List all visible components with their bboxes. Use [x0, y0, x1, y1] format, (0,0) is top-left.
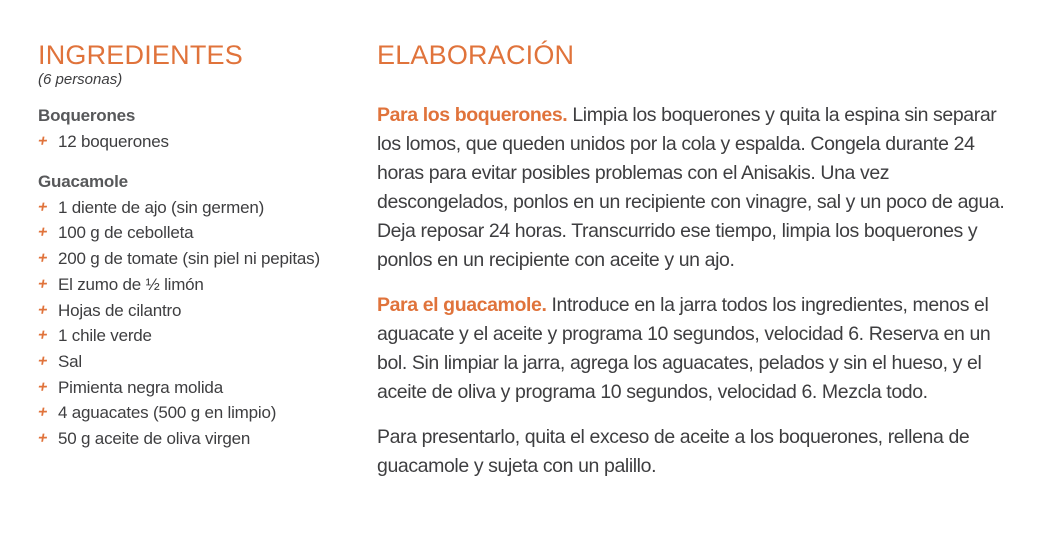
- plus-icon: +: [36, 327, 49, 345]
- plus-icon: +: [36, 133, 49, 150]
- ingredient-text: Pimienta negra molida: [58, 377, 223, 397]
- section-heading-boquerones: Boquerones: [38, 106, 136, 125]
- ingredient-text: 50 g aceite de oliva virgen: [58, 429, 251, 449]
- paragraph-lead: Para el guacamole.: [377, 294, 547, 316]
- ingredient-list-guacamole: [38, 195, 348, 452]
- plus-icon: +: [36, 224, 49, 242]
- ingredient-list-boquerones: [38, 129, 348, 155]
- ingredient-text: 200 g de tomate (sin piel ni pepitas): [58, 249, 320, 269]
- list-item: [38, 298, 348, 324]
- paragraph-text: Introduce en la jarra todos los ingredientes, menos el aguacate y el aceite y programa 10 segundos, velocidad 6. Reserva en un bol. Sin limpiar la jarra, agrega los aguacates, pelados y sin el hueso, y el aceite de oliva y programa 10 segundos, velocidad 6. Mezcla todo.: [377, 294, 991, 403]
- ingredient-text: Sal: [58, 351, 82, 371]
- list-item: [38, 375, 348, 401]
- list-item: [38, 195, 348, 221]
- ingredient-text: El zumo de ½ limón: [58, 274, 204, 294]
- plus-icon: +: [36, 198, 49, 216]
- ingredient-text: 100 g de cebolleta: [58, 223, 194, 243]
- elaboration-column: [377, 40, 1011, 497]
- plus-icon: +: [36, 250, 49, 268]
- ingredients-column: [38, 40, 348, 452]
- ingredients-title: INGREDIENTES: [38, 40, 243, 70]
- paragraph-text: Limpia los boquerones y quita la espina sin separar los lomos, que queden unidos por la cola y espalda. Congela durante 24 horas para evitar posibles problemas con el Anisakis. Una vez descongelados, ponlos en un recipiente con vinagre, sal y un poco de agua. Deja reposar 24 horas. Transcurrido ese tiempo, limpia los boquerones y ponlos en un recipiente con aceite y un ajo.: [377, 104, 1005, 271]
- elaboration-paragraph: [377, 423, 1011, 481]
- list-item: [38, 246, 348, 272]
- plus-icon: +: [36, 378, 49, 396]
- elaboration-paragraph: [377, 101, 1011, 275]
- servings-note: (6 personas): [38, 71, 123, 88]
- plus-icon: +: [36, 430, 49, 448]
- list-item: [38, 323, 348, 349]
- list-item: [38, 272, 348, 298]
- paragraph-text: Para presentarlo, quita el exceso de aceite a los boquerones, rellena de guacamole y sujeta con un palillo.: [377, 426, 970, 477]
- elaboration-paragraph: [377, 291, 1011, 407]
- list-item: [38, 400, 348, 426]
- list-item: [38, 220, 348, 246]
- ingredient-text: 12 boquerones: [58, 132, 169, 151]
- ingredient-text: Hojas de cilantro: [58, 300, 182, 320]
- ingredient-text: 1 diente de ajo (sin germen): [58, 197, 265, 217]
- plus-icon: +: [36, 275, 49, 293]
- list-item: [38, 426, 348, 452]
- ingredient-text: 1 chile verde: [58, 326, 152, 346]
- list-item: [38, 349, 348, 375]
- plus-icon: +: [36, 404, 49, 422]
- section-heading-guacamole: Guacamole: [38, 171, 128, 191]
- elaboration-title: ELABORACIÓN: [377, 40, 575, 70]
- paragraph-lead: Para los boquerones.: [377, 104, 568, 126]
- list-item: [38, 129, 348, 155]
- plus-icon: +: [36, 301, 49, 319]
- plus-icon: +: [36, 352, 49, 370]
- ingredient-text: 4 aguacates (500 g en limpio): [58, 403, 277, 423]
